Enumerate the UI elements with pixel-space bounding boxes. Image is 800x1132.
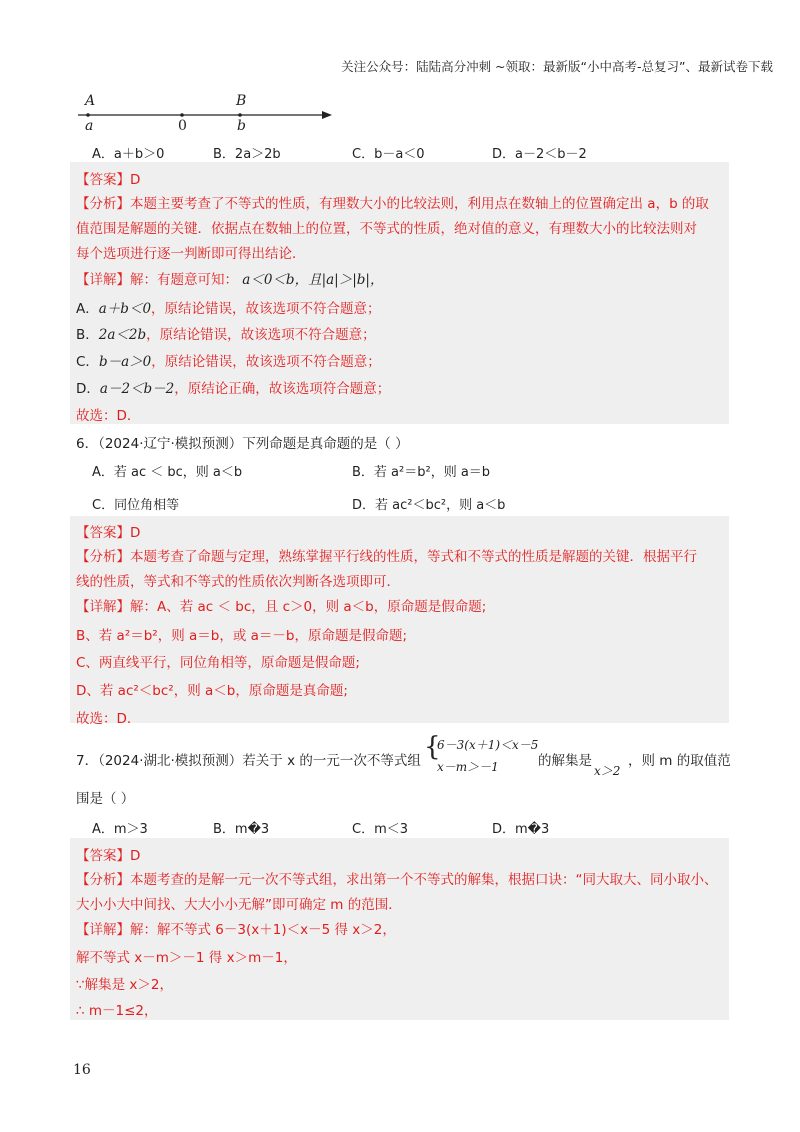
q7-analysis-2: 大小小大中间找、大大小小无解”即可确定 m 的范围．	[76, 897, 402, 913]
q7-stem-e: 围是（ ）	[76, 791, 135, 807]
q6-option-b: B．若 a²＝b²，则 a＝b	[352, 465, 491, 480]
page-header: 关注公众号：陆陆高分冲刺 ~领取：最新版“小中高考-总复习”、最新试卷下载	[341, 59, 773, 74]
q5-detail-intro	[76, 268, 383, 288]
q7-detail-1	[76, 918, 396, 938]
q7-detail-3: ∵解集是 x＞2，	[76, 977, 173, 993]
item-math: a＋b＜0	[98, 301, 152, 317]
detail-text: 解：A、若 ac ＜ bc，且 c＞0，则 a＜b，原命题是假命题;	[130, 599, 487, 615]
q7-stem-c: x＞2	[594, 764, 621, 778]
q6-answer	[76, 521, 140, 541]
detail-condition: a＜0＜b，且|a|＞|b|，	[242, 272, 384, 288]
analysis-text: 本题考查的是解一元一次不等式组，求出第一个不等式的解集，根据口诀：“同大取大、同小取小、	[130, 872, 718, 888]
q6-option-a: A．若 ac ＜ bc，则 a＜b	[92, 465, 243, 480]
label-a: a	[85, 118, 94, 134]
q7-detail-4: ∴ m－1≤2，	[76, 1003, 158, 1019]
point-a	[86, 113, 90, 117]
q5-analysis-3: 每个选项进行逐一判断即可得出结论．	[76, 246, 306, 262]
item-math: 2a＜2b	[98, 327, 147, 343]
label-B: B	[236, 93, 247, 109]
q7-option-c: C．m＜3	[352, 822, 409, 837]
q5-detail-a	[76, 297, 381, 317]
analysis-text: 本题考查了命题与定理，熟练掌握平行线的性质，等式和不等式的性质是解题的关键．根据平行	[130, 549, 697, 565]
q6-detail-3: C、两直线平行，同位角相等，原命题是假命题;	[76, 655, 360, 671]
detail-intro: 解：有题意可知：	[130, 272, 238, 288]
detail-label: 【详解】	[76, 922, 130, 938]
q7-stem-a: 7．（2024·湖北·模拟预测）若关于 x 的一元一次不等式组	[76, 753, 421, 769]
q6-stem: 6．（2024·辽宁·模拟预测）下列命题是真命题的是（ ）	[76, 436, 409, 452]
q5-detail-d	[76, 377, 390, 397]
q7-analysis-1	[76, 868, 718, 888]
q5-detail-b	[76, 323, 376, 343]
q6-detail-2: B、若 a²＝b²，则 a＝b，或 a＝－b，原命题是假命题;	[76, 628, 408, 644]
answer-value: D	[130, 172, 141, 188]
q5-choice: 故选：D．	[76, 408, 141, 424]
q7-stem-d: ，则 m 的取值范	[628, 753, 731, 769]
q6-analysis-2: 线的性质，等式和不等式的性质依次判断各选项即可．	[76, 574, 400, 590]
analysis-text: 本题主要考查了不等式的性质，有理数大小的比较法则，利用点在数轴上的位置确定出 a，b 的取	[130, 196, 709, 212]
q6-option-d: D．若 ac²＜bc²，则 a＜b	[352, 498, 506, 513]
label-A: A	[85, 93, 96, 109]
page-number: 16	[73, 1062, 91, 1078]
item-text: ，原结论错误，故该选项不符合题意；	[151, 301, 381, 317]
item-math: b－a＞0	[98, 354, 152, 370]
detail-text: 解：解不等式 6－3(x＋1)＜x－5 得 x＞2，	[130, 922, 396, 938]
q7-stem-b: 的解集是	[538, 753, 592, 769]
number-line-figure	[70, 88, 340, 138]
item-key: C．	[76, 354, 99, 370]
q5-option-b: B．2a＞2b	[213, 147, 281, 162]
origin-tick	[180, 113, 184, 117]
q5-option-c: C．b－a＜0	[352, 147, 425, 162]
q6-analysis-1	[76, 545, 697, 565]
q6-detail-1	[76, 595, 486, 615]
item-math: a－2＜b－2	[99, 381, 175, 397]
answer-value: D	[130, 525, 141, 541]
item-key: A．	[76, 301, 99, 317]
answer-label: 【答案】	[76, 172, 130, 188]
answer-value: D	[130, 848, 141, 864]
answer-label: 【答案】	[76, 525, 130, 541]
q6-option-c: C．同位角相等	[92, 498, 180, 513]
q7-option-d: D．m�3	[492, 822, 550, 837]
item-text: ，原结论错误，故该选项不符合题意；	[146, 327, 376, 343]
analysis-label: 【分析】	[76, 872, 130, 888]
system-brace: {	[424, 732, 441, 762]
detail-label: 【详解】	[76, 272, 130, 288]
q5-option-d: D．a－2＜b－2	[492, 147, 587, 162]
q7-answer	[76, 844, 140, 864]
q7-option-a: A．m＞3	[92, 822, 148, 837]
q5-analysis-2: 值范围是解题的关键．依据点在数轴上的位置，不等式的性质，绝对值的意义，有理数大小的比较法则对	[76, 221, 697, 237]
label-b: b	[237, 118, 246, 134]
item-key: D．	[76, 381, 100, 397]
detail-label: 【详解】	[76, 599, 130, 615]
analysis-label: 【分析】	[76, 196, 130, 212]
q6-choice: 故选：D．	[76, 711, 141, 727]
q5-answer	[76, 168, 140, 188]
label-zero: 0	[178, 118, 187, 134]
item-text: ，原结论正确，故该选项符合题意；	[174, 381, 391, 397]
q7-detail-2: 解不等式 x－m＞－1 得 x＞m－1，	[76, 950, 297, 966]
q5-option-a: A．a＋b＞0	[92, 147, 165, 162]
item-key: B．	[76, 327, 99, 343]
point-b	[238, 113, 242, 117]
q7-option-b: B．m�3	[213, 822, 270, 837]
q5-detail-c	[76, 350, 381, 370]
answer-label: 【答案】	[76, 848, 130, 864]
q7-system-1: 6－3(x＋1)＜x－5	[437, 738, 539, 752]
number-line-arrow	[322, 111, 332, 119]
analysis-label: 【分析】	[76, 549, 130, 565]
q5-analysis-1	[76, 192, 709, 212]
q6-detail-4: D、若 ac²＜bc²，则 a＜b，原命题是真命题;	[76, 683, 348, 699]
item-text: ，原结论错误，故该选项不符合题意；	[151, 354, 381, 370]
q7-system-2: x－m＞－1	[437, 760, 499, 774]
